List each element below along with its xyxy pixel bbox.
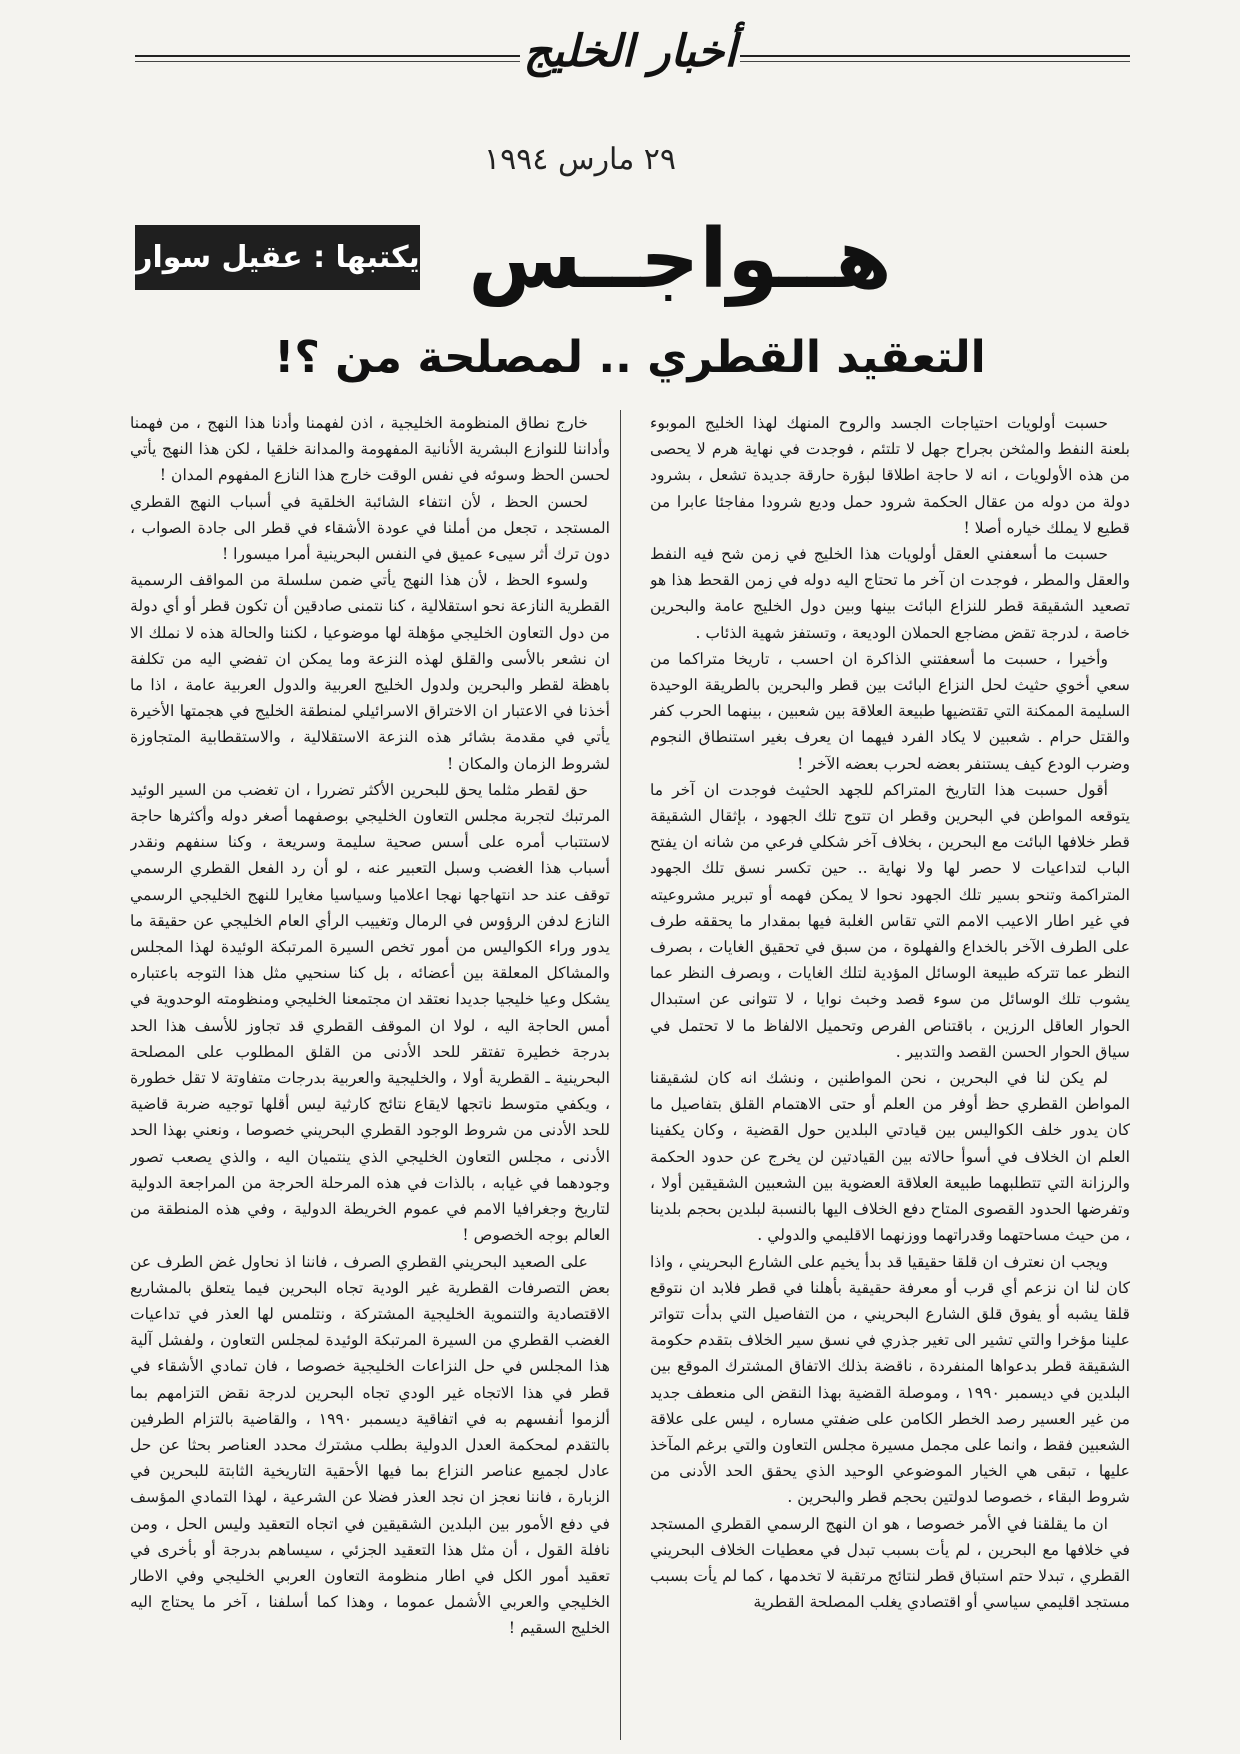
article-body [130,410,1130,1740]
publication-date: ٢٩ مارس ١٩٩٤ [483,142,677,177]
newspaper-masthead: أخبار الخليج [520,22,740,82]
paragraph: ويجب ان نعترف ان قلقا حقيقيا قد بدأ يخيم على الشارع البحريني ، واذا كان لنا ان نزعم أي قرب أو معرفة حقيقية بأهلنا في قطر فلابد ان نتوقع قلقا يشبه أو يفوق قلق الشارع البحريني ، من التفاصيل التي بدأت تتواتر علينا مؤخرا والتي تشير الى تغير جذري في نسق سير الخلاف بتقدم حكومة الشقيقة قطر بدعواها المنفردة ، ناقضة بذلك الاتفاق المشترك الموقع بين البلدين في ديسمبر ١٩٩٠ ، وموصلة القضية بهذا النقض الى منعطف جديد من غير العسير رصد الخطر الكامن على ضفتي مساره ، ليس على علاقة الشعبين فقط ، وانما على مجمل مسيرة مجلس التعاون والتي برغم المآخذ عليها ، تبقى هي الخيار الموضوعي الوحيد الذي يحقق الحد الأدنى من شروط البقاء ، خصوصا لدولتين بحجم قطر والبحرين . [650,1252,1130,1507]
paragraph: خارج نطاق المنظومة الخليجية ، اذن لفهمنا وأدنا هذا النهج ، من فهمنا وأداننا للنوازع البشرية الأنانية المفهومة والمدانة خلقيا ، لكن هذا النهج يأتي لحسن الحظ وسوئه في نفس الوقت خارج هذا النازع المفهوم المدان ! [130,414,610,485]
column-title: هــواجــس [468,212,892,307]
paragraph: لحسن الحظ ، لأن انتفاء الشائبة الخلقية في أسباب النهج القطري المستجد ، تجعل من أملنا في عودة الأشقاء في قطر الى جادة الصواب ، دون ترك أثر سيىء عميق في النفس البحرينية أمرا ميسورا ! [130,492,610,564]
paragraph: ان ما يقلقنا في الأمر خصوصا ، هو ان النهج الرسمي القطري المستجد في خلافها مع البحرين ، لم يأت بسبب تبدل في معطيات الخلاف البحريني القطري ، تبدلا حتم استباق قطر لنتائج مرتقبة لا تخدمها ، كما لم يأت بسبب مستجد اقليمي سياسي أو اقتصادي يغلب المصلحة القطرية [650,1514,1130,1612]
paragraph: ولسوء الحظ ، لأن هذا النهج يأتي ضمن سلسلة من المواقف الرسمية القطرية النازعة نحو استقلالية ، كنا نتمنى صادقين أن تكون قطر أو أي دولة من دول التعاون الخليجي مؤهلة لها موضوعيا ، لكننا والحالة هذه لا نملك الا ان نشعر بالأسى والقلق لهذه النزعة وما يمكن ان تفضي اليه من تكلفة باهظة لقطر والبحرين ولدول الخليج العربية والدول العربية عامة ، اذا ما أخذنا في الاعتبار ان الاختراق الاسرائيلي لمنطقة الخليج في هجمتها الأخيرة يأتي في مقدمة بشائر هذه النزعة الاستقلالية ، والاستقطابية المتجاوزة لشروط الزمان والمكان ! [130,571,610,773]
paragraph: وأخيرا ، حسبت ما أسعفتني الذاكرة ان احسب ، تاريخا متراكما من سعي أخوي حثيث لحل النزاع البائت بين قطر والبحرين بالطريقة الوحيدة السليمة الممكنة التي تقتضيها طبيعة العلاقة بين شعبين ، بينهما الحرب كفر والقتل حرام . شعبين لا يكاد الفرد فيهما ان يعرف بغير استنطاق النجوم وضرب الودع كيف يستنفر بعضه لحرب بعضه الآخر ! [650,649,1130,773]
article-headline: التعقيد القطري .. لمصلحة من ؟! [274,332,986,383]
article-column-left [130,410,610,1740]
article-column-right [650,410,1130,1740]
paragraph: أقول حسبت هذا التاريخ المتراكم للجهد الحثيث فوجدت ان آخر ما يتوقعه المواطن في البحرين وقطر ان تتوج تلك الجهود ، بإثقال الشقيقة قطر خلافها البائت مع البحرين ، بخلاف آخر شكلي فرعي من شانه ان يفتح الباب لتداعيات لا حصر لها ولا نهاية .. حين تكسر نسق تلك الجهود المتراكمة وتنحو بسير تلك الجهود نحوا لا يمكن فهمه أو تبرير مشروعيته في غير اطار الاعيب الامم التي تقاس الغلبة فيها بمقدار ما يحققه طرف على الطرف الآخر بالخداع والفهلوة ، من سبق في تحقيق الغايات ، بصرف النظر عما تتركه طبيعة الوسائل المؤدية لتلك الغايات ، وبصرف النظر عما يشوب تلك الوسائل من سوء قصد وخبث نوايا ، لا تتوانى عن استبدال الحوار العاقل الرزين ، باقتناص الفرص وتحميل الالفاظ ما لا تحتمل في سياق الحوار الحسن القصد والتدبير . [650,780,1130,1061]
paragraph: حسبت أولويات احتياجات الجسد والروح المنهك لهذا الخليج الموبوء بلعنة النفط والمثخن بجراح جهل لا تلتئم ، فوجدت في نهاية هرم لا يحصى من هذه الأولويات ، انه لا حاجة اطلاقا لبؤرة حارقة جديدة تشعل ، بشرود دولة من دوله من عقال الحكمة شرود حمل وديع شرودا مفاجئا عابرا من قطيع لا يملك خياره أصلا ! [650,414,1130,537]
column-divider [620,410,621,1740]
paragraph: حق لقطر مثلما يحق للبحرين الأكثر تضررا ، ان تغضب من السير الوئيد المرتبك لتجربة مجلس التعاون الخليجي بوصفهما أصغر دوله وأكثرها حاجة لاستتباب أمره على أسس صحية سليمة وسريعة ، وكنا سنفهم ونقدر أسباب هذا الغضب وسبل التعبير عنه ، لو أن رد الفعل القطري الرسمي توقف عند حد انتهاجها نهجا اعلاميا وسياسيا مغايرا للنهج الخليجي الرسمي النازع لدفن الرؤوس في الرمال وتغييب الرأي العام الخليجي عن حقيقة ما يدور وراء الكواليس من أمور تخص السيرة المرتبكة الوئيدة لهذا المجلس والمشاكل المعلقة بين أعضائه ، بل كنا سنحيي مثل هذا التوجه باعتباره يشكل وعيا خليجيا جديدا نعتقد ان مجتمعنا الخليجي ومنظومته الوحدوية في أمس الحاجة اليه ، لولا ان الموقف القطري قد تجاوز للأسف هذا الحد بدرجة خطيرة تفتقر للحد الأدنى من القلق المطلوب على المصلحة البحرينية ـ القطرية أولا ، والخليجية والعربية بدرجات متفاوتة لا تقل خطورة ، ويكفي متوسط ناتجها لايقاع نتائج كارثية ليس أقلها توجيه ضربة قاضية للحد الأدنى من شروط الوجود القطري البحريني خصوصا ، ونعني بهذا الحد الأدنى ، مجلس التعاون الخليجي الذي ينتميان اليه ، والذي يصعب تصور وجودهما في غيابه ، بالذات في هذه المرحلة الحرجة من المراجعة الدولية لتاريخ وجغرافيا الامم في عموم الخريطة الدولية ، وفي هذه المنطقة من العالم بوجه الخصوص ! [130,780,610,1245]
byline-bar: يكتبها : عقيل سوار [135,225,420,290]
paragraph: لم يكن لنا في البحرين ، نحن المواطنين ، ونشك انه كان لشقيقنا المواطن القطري حظ أوفر من العلم أو حتى الاهتمام القلق بتفاصيل ما كان يدور خلف الكواليس بين قيادتي البلدين حول القضية ، وكان يكفينا العلم ان الخلاف في أسوأ حالاته بين القيادتين لن يخرج عن حدود الحكمة والرزانة التي تتطلبهما طبيعة العلاقة العضوية بين الشعبين الشقيقين أولا ، وتفرضها الحدود القصوى المتاح دفع الخلاف اليها بالنسبة لبلدين بحجم بلدينا ، من حيث مساحتهما وقدراتهما ووزنهما الاقليمي والدولي . [650,1069,1130,1245]
paragraph: حسبت ما أسعفني العقل أولويات هذا الخليج في زمن شح فيه النفط والعقل والمطر ، فوجدت ان آخر ما تحتاج اليه دوله في زمن القحط هذا هو تصعيد الشقيقة قطر للنزاع البائت بينها وبين دول الخليج عامة والبحرين خاصة ، لدرجة تقض مضاجع الحملان الوديعة ، وتستفز شهية الذئاب . [650,545,1130,642]
paragraph: على الصعيد البحريني القطري الصرف ، فاننا اذ نحاول غض الطرف عن بعض التصرفات القطرية غير الودية تجاه البحرين فيما يتعلق بالمشاريع الاقتصادية والتنموية الخليجية المشتركة ، ونتلمس لها العذر في تداعيات الغضب القطري من السيرة المرتبكة الوئيدة لمجلس التعاون ، ولفشل آلية هذا المجلس في حل النزاعات الخليجية خصوصا ، فان تمادي الأشقاء في قطر في هذا الاتجاه غير الودي تجاه البحرين لدرجة نقض التزامهم بما ألزموا أنفسهم به في اتفاقية ديسمبر ١٩٩٠ ، والقاضية بالتزام الطرفين بالتقدم لمحكمة العدل الدولية بطلب مشترك محدد العناصر بحثا عن حل عادل لجميع عناصر النزاع بما فيها الأحقية التاريخية الثابتة للبحرين في الزبارة ، فاننا نعجز ان نجد العذر فضلا عن الشرعية ، لهذا التمادي المؤسف في دفع الأمور بين البلدين الشقيقين في اتجاه التعقيد وليس الحل ، ومن نافلة القول ، أن مثل هذا التعقيد الجزئي ، سيساهم بدرجة أو بأخرى في تعقيد أمور الكل في اطار منظومة التعاون العربي الخليجي وفي الاطار الخليجي والعربي الأشمل عموما ، وهذا كما أسلفنا ، آخر ما يحتاج اليه الخليج السقيم ! [130,1252,610,1638]
